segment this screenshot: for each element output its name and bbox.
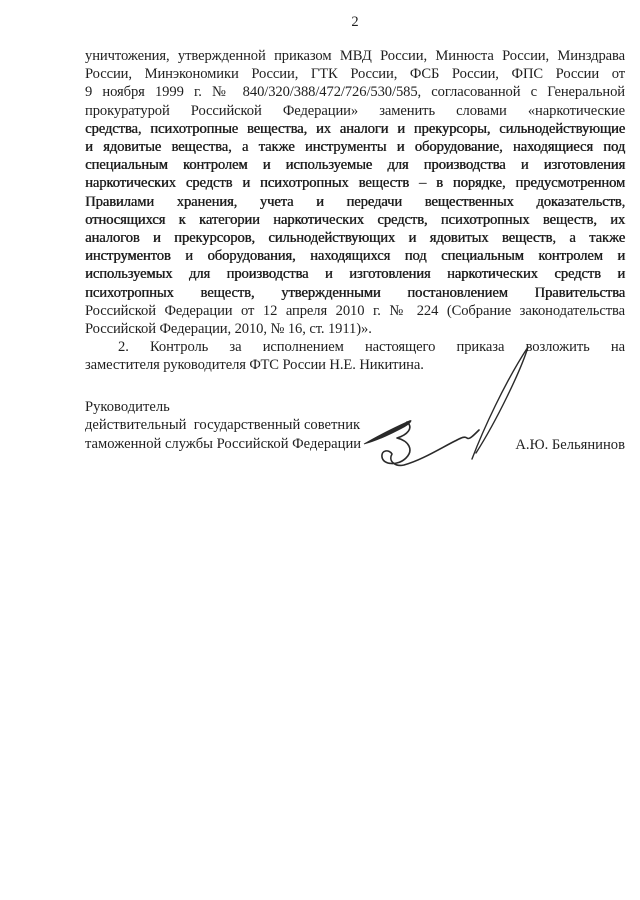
text-line: уничтожения, утвержденной приказом МВД России, Минюста России, Минздрава <box>85 48 625 64</box>
text-line: и ядовитые вещества, а также инструменты и оборудование, находящиеся под <box>85 139 625 156</box>
text-line: относящихся к категории наркотических средств, психотропных веществ, их <box>85 211 625 228</box>
text-line: аналогов и прекурсоров, сильнодействующих и ядовитых веществ, а также <box>85 230 625 247</box>
handwritten-signature-icon <box>350 332 540 482</box>
text-line: Российской Федерации, 2010, № 16, ст. 1911)». <box>85 321 372 338</box>
text-line: наркотических средств и психотропных веществ – в порядке, предусмотренном <box>85 175 625 192</box>
text-line: инструментов и оборудования, находящихся под специальным контролем и <box>85 248 625 265</box>
text-line: средства, психотропные вещества, их аналоги и прекурсоры, сильнодействующие <box>85 120 625 137</box>
text-line: 2. Контроль за исполнением настоящего приказа возложить на <box>118 339 625 355</box>
text-line: используемых для производства и изготовления наркотических средств и <box>85 266 625 283</box>
text-line: психотропных веществ, утвержденными постановлением Правительства <box>85 284 625 301</box>
signatory-position-line: Руководитель <box>85 399 170 415</box>
signatory-name: А.Ю. Бельянинов <box>515 437 625 453</box>
text-line: России, Минэкономики России, ГТК России, ФСБ России, ФПС России от <box>85 66 625 83</box>
page-number: 2 <box>351 14 359 30</box>
text-line: заместителя руководителя ФТС России Н.Е. Никитина. <box>85 357 424 374</box>
text-line: Российской Федерации от 12 апреля 2010 г. № 224 (Собрание законодательства <box>85 302 625 319</box>
text-line: Правилами хранения, учета и передачи вещественных доказательств, <box>85 193 625 210</box>
signatory-position-line: таможенной службы Российской Федерации <box>85 435 362 452</box>
body-paragraph-continuation <box>85 47 625 338</box>
text-line: прокуратурой Российской Федерации» заменить словами «наркотические <box>85 102 625 119</box>
text-line: специальным контролем и используемые для производства и изготовления <box>85 157 625 174</box>
text-line: 9 ноября 1999 г. № 840/320/388/472/726/530/585, согласованной с Генеральной <box>85 84 625 101</box>
signatory-position-line: действительный государственный советник <box>85 417 361 434</box>
signature-title-block <box>85 398 361 453</box>
